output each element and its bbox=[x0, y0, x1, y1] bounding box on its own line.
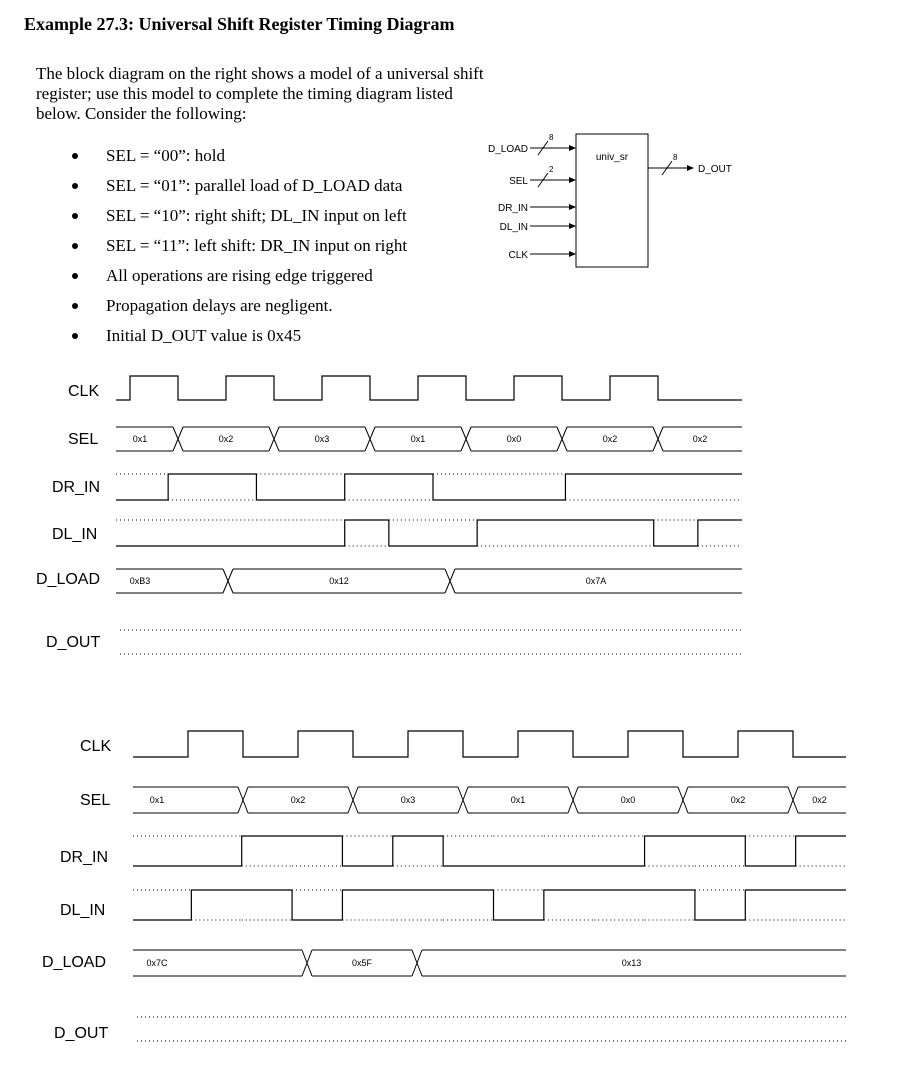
sel-bus-value: 0x1 bbox=[132, 434, 148, 444]
sel-bus-value: 0x1 bbox=[410, 434, 426, 444]
signal-label-dl-in: DL_IN bbox=[60, 902, 106, 919]
port-label-d-out: D_OUT bbox=[698, 164, 732, 175]
d-load-bus-value: 0x5F bbox=[351, 958, 373, 968]
signal-label-d-load: D_LOAD bbox=[42, 954, 107, 971]
rule-item: SEL = “10”: right shift; DL_IN input on left bbox=[36, 202, 407, 232]
dl-in-waveform bbox=[116, 520, 742, 546]
dl-in-waveform bbox=[133, 890, 846, 920]
signal-label-d-load: D_LOAD bbox=[36, 571, 101, 588]
sel-bus-value: 0x2 bbox=[602, 434, 618, 444]
sel-bus-value: 0x1 bbox=[149, 795, 165, 805]
rule-item: Propagation delays are negligent. bbox=[36, 292, 407, 322]
port-label-clk: CLK bbox=[508, 250, 528, 261]
sel-bus-value: 0x2 bbox=[218, 434, 234, 444]
rule-item: SEL = “11”: left shift: DR_IN input on right bbox=[36, 232, 407, 262]
bus-width-sel: 2 bbox=[549, 165, 554, 174]
sel-bus-value: 0x3 bbox=[400, 795, 416, 805]
sel-bus-value: 0x2 bbox=[812, 795, 827, 805]
bus-width-d-load: 8 bbox=[549, 133, 554, 142]
page-title: Example 27.3: Universal Shift Register Timing Diagram bbox=[24, 14, 455, 34]
signal-label-clk: CLK bbox=[68, 383, 100, 400]
sel-bus-value: 0x2 bbox=[290, 795, 306, 805]
signal-label-sel: SEL bbox=[80, 792, 111, 809]
rule-item: Initial D_OUT value is 0x45 bbox=[36, 322, 407, 352]
clk-waveform bbox=[133, 731, 846, 757]
intro-paragraph: The block diagram on the right shows a model of a universal shift register; use this model to complete the timing diagram listed below. Consider the following: bbox=[36, 64, 484, 123]
sel-bus-value: 0x0 bbox=[620, 795, 636, 805]
dr-in-waveform bbox=[116, 474, 742, 500]
d-load-bus-value: 0xB3 bbox=[129, 576, 151, 586]
timing-diagram-1 bbox=[36, 376, 742, 654]
port-label-d-load: D_LOAD bbox=[487, 144, 528, 155]
sel-bus-value: 0x3 bbox=[314, 434, 330, 444]
signal-label-dl-in: DL_IN bbox=[52, 526, 98, 543]
port-label-dl-in: DL_IN bbox=[499, 222, 528, 233]
d-load-bus-value: 0x7C bbox=[146, 958, 168, 968]
signal-label-d-out: D_OUT bbox=[54, 1025, 109, 1042]
sel-bus-value: 0x0 bbox=[506, 434, 522, 444]
bus-width-d-out: 8 bbox=[673, 153, 678, 162]
clk-waveform bbox=[116, 376, 742, 400]
d-load-bus-value: 0x12 bbox=[329, 576, 349, 586]
sel-bus-value: 0x2 bbox=[692, 434, 708, 444]
register-name: univ_sr bbox=[595, 152, 629, 163]
timing-diagram-2 bbox=[42, 731, 846, 1042]
sel-bus-value: 0x1 bbox=[510, 795, 526, 805]
signal-label-dr-in: DR_IN bbox=[60, 849, 109, 866]
signal-label-sel: SEL bbox=[68, 431, 99, 448]
signal-label-dr-in: DR_IN bbox=[52, 479, 101, 496]
d-load-bus-value: 0x13 bbox=[621, 958, 642, 968]
dr-in-waveform bbox=[133, 836, 846, 866]
sel-bus-value: 0x2 bbox=[730, 795, 746, 805]
rule-item: All operations are rising edge triggered bbox=[36, 262, 407, 292]
signal-label-clk: CLK bbox=[80, 738, 112, 755]
d-load-bus-value: 0x7A bbox=[585, 576, 607, 586]
rule-item: SEL = “01”: parallel load of D_LOAD data bbox=[36, 172, 407, 202]
port-label-dr-in: DR_IN bbox=[497, 203, 528, 214]
rule-item: SEL = “00”: hold bbox=[36, 142, 407, 172]
port-label-sel: SEL bbox=[509, 176, 528, 187]
signal-label-d-out: D_OUT bbox=[46, 634, 101, 651]
